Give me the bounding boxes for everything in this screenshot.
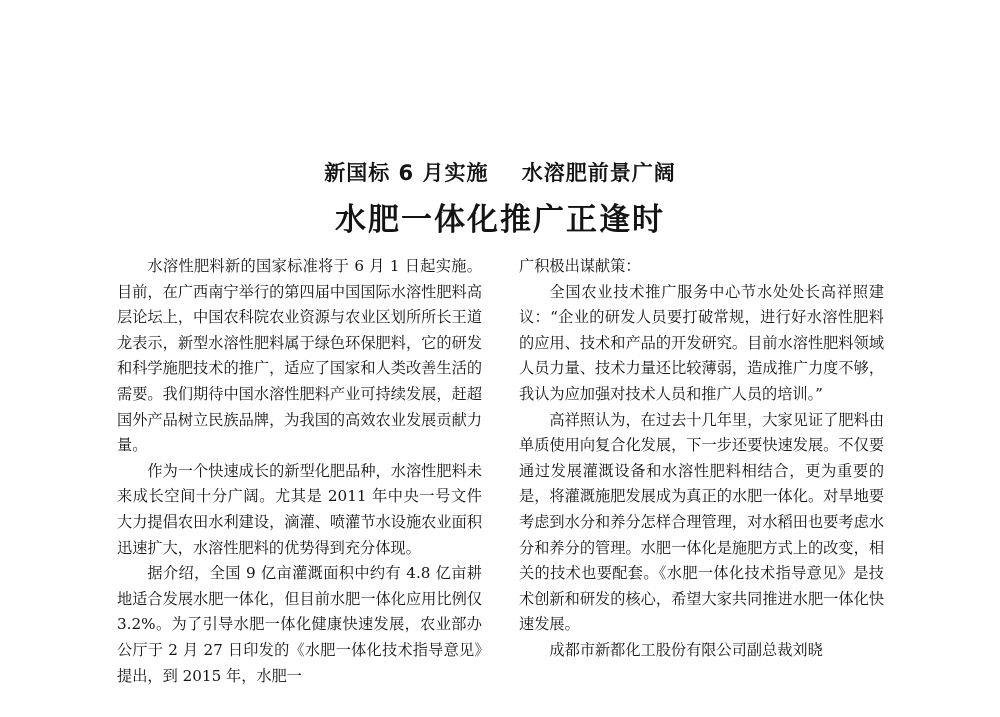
- article-column-right: [519, 254, 884, 664]
- paragraph: 作为一个快速成长的新型化肥品种，水溶性肥料未来成长空间十分广阔。尤其是 2011 年中央一号文件大力提倡农田水利建设，滴灌、喷灌节水设施农业面积迅速扩大，水溶性肥料的优势得到充分体现。: [117, 461, 482, 557]
- paragraph: 高祥照认为，在过去十几年里，大家见证了肥料由单质使用向复合化发展，下一步还要快速发展。不仅要通过发展灌溉设备和水溶性肥料相结合，更为重要的是，将灌溉施肥发展成为真正的水肥一体化。对旱地要考虑到水分和养分怎样合理管理，对水稻田也要考虑水分和养分的管理。水肥一体化是施肥方式上的改变，相关的技术也要配套。《水肥一体化技术指导意见》是技术创新和研发的核心，希望大家共同推进水肥一体化快速发展。: [519, 410, 884, 634]
- paragraph: 据介绍，全国 9 亿亩灌溉面积中约有 4.8 亿亩耕地适合发展水肥一体化，但目前水肥一体化应用比例仅 3.2%。为了引导水肥一体化健康快速发展，农业部办公厅于 2 月 27 日印发的《水肥一体化技术指导意见》提出，到 2015 年，水肥一: [117, 564, 482, 685]
- paragraph: 全国农业技术推广服务中心节水处处长高祥照建议：“企业的研发人员要打破常规，进行好水溶性肥料的应用、技术和产品的开发研究。目前水溶性肥料领域人员力量、技术力量还比较薄弱，造成推广力度不够，我认为应加强对技术人员和推广人员的培训。”: [519, 282, 884, 403]
- paragraph: 成都市新都化工股份有限公司副总裁刘晓: [549, 640, 823, 659]
- article-title: 水肥一体化推广正逢时: [335, 202, 665, 238]
- paragraph-continued: 广积极出谋献策：: [519, 257, 641, 275]
- article-subtitle: 新国标 6 月实施 水溶肥前景广阔: [324, 161, 676, 185]
- article-column-left: [117, 254, 482, 689]
- paragraph: 水溶性肥料新的国家标准将于 6 月 1 日起实施。目前，在广西南宁举行的第四届中国国际水溶性肥料高层论坛上，中国农科院农业资源与农业区划所所长王道龙表示，新型水溶性肥料属于绿色环保肥料，它的研发和科学施肥技术的推广，适应了国家和人类改善生活的需要。我们期待中国水溶性肥料产业可持续发展，赶超国外产品树立民族品牌，为我国的高效农业发展贡献力量。: [117, 257, 482, 455]
